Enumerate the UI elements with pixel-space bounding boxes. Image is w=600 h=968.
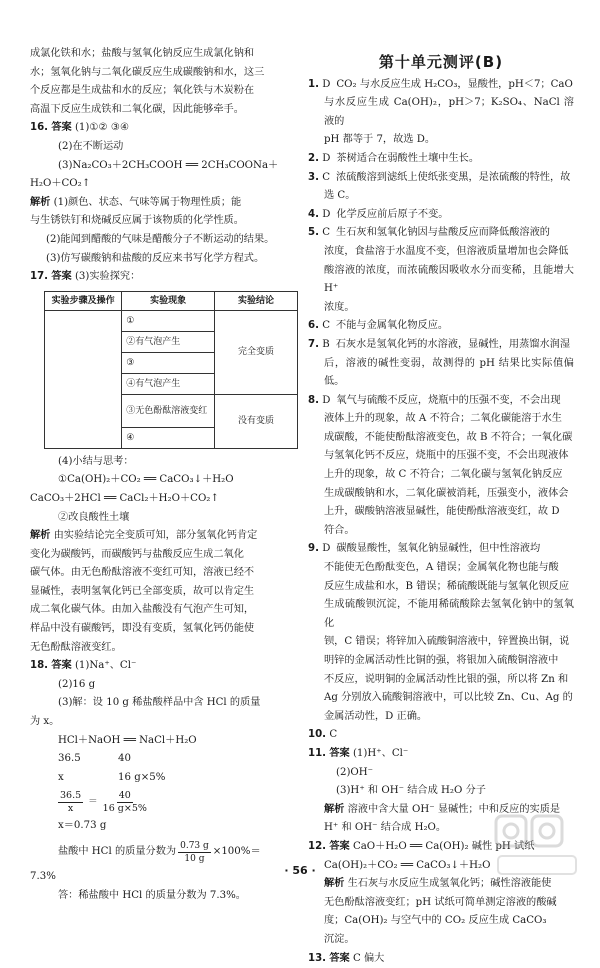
q13-answer-text: C 偏大 <box>353 953 384 964</box>
q12-exp-1: 生石灰与水反应生成氢氧化钙；碱性溶液能使 <box>348 878 552 889</box>
answer-item-8 <box>308 392 574 411</box>
intro-line-2: 水；氢氧化钠与二氧化碳反应生成碳酸钠和水，这三 <box>30 64 298 83</box>
q18-mf-num: 0.73 g <box>178 840 211 853</box>
q18-mass-2b: 16 g×5% <box>118 772 165 783</box>
q18-mass-1a: 36.5 <box>58 750 118 769</box>
answer-item-line: Ag 分别放入硫酸铜溶液中，可以比较 Zn、Cu、Ag 的 <box>308 689 574 708</box>
answer-item-5 <box>308 224 574 243</box>
watermark-logo-icon <box>492 810 582 882</box>
q16-explanation-label: 解析 <box>30 197 50 208</box>
answer-item-line: 液体上升的现象，故 A 不符合；二氧化碳能溶于水生 <box>308 410 574 429</box>
item-key: D <box>322 395 330 406</box>
item-number: 6. <box>308 320 319 331</box>
section-title: 第十单元测评(B) <box>308 53 574 72</box>
q18-x-result: x＝0.73 g <box>30 817 298 836</box>
intro-line-4: 高温下反应生成铁和二氧化碳，因此能够牵手。 <box>30 101 298 120</box>
q11-number: 11. <box>308 748 326 759</box>
q17-equation-1: ①Ca(OH)₂＋CO₂ ══ CaCO₃↓＋H₂O <box>30 471 298 490</box>
answer-item-line: 酸溶液的浓度，而浓硫酸因吸收水分而变稀，且能增大 H⁺ <box>308 262 574 299</box>
q18-line-2: (2)16 g <box>30 676 298 695</box>
answer-item-line: 与氢氧化钙不反应，烧瓶中的压强不变，不会出现液体 <box>308 447 574 466</box>
answer-item-line: 后，溶液的碱性变弱，故测得的 pH 结果比实际值偏低。 <box>308 355 574 392</box>
q17-explanation-label: 解析 <box>30 530 50 541</box>
q17-line-5: ②改良酸性土壤 <box>30 509 298 528</box>
answer-item-line: 生成碳酸钠和水，二氧化碳被消耗，压强变小，液体会 <box>308 485 574 504</box>
q11-explanation-label: 解析 <box>324 804 344 815</box>
table-cell-conclusion-2: 没有变质 <box>214 394 297 448</box>
q10-answer <box>308 726 574 745</box>
q18-equation: HCl＋NaOH ══ NaCl＋H₂O <box>30 732 298 751</box>
answer-item-line: 与水反应生成 Ca(OH)₂，pH＞7；K₂SO₄、NaCl 溶液的 <box>308 94 574 131</box>
q12-line-2: Ca(OH)₂＋CO₂ ══ CaCO₃↓＋H₂O <box>308 857 574 876</box>
table-cell-phenomenon: ③ <box>122 352 215 373</box>
q18-mass-fraction <box>30 836 298 868</box>
q17-exp-5: 成二氧化碳气体。由加入盐酸没有气泡产生可知， <box>30 601 298 620</box>
q12-number: 12. <box>308 841 326 852</box>
answer-item-line: 反应生成盐和水，B 错误；稀硫酸既能与氢氧化钡反应 <box>308 578 574 597</box>
intro-line-3: 个反应都是生成盐和水的反应；氧化铁与木炭粉在 <box>30 82 298 101</box>
q18-mass-row-1 <box>30 750 298 769</box>
q18-final: 答：稀盐酸中 HCl 的质量分数为 7.3%。 <box>30 887 298 906</box>
q16-line-4: H₂O＋CO₂↑ <box>30 175 298 194</box>
item-key: C <box>322 227 330 238</box>
q16-line-3: (3)Na₂CO₃＋2CH₃COOH ══ 2CH₃COONa＋ <box>30 157 298 176</box>
q17-exp-4: 显碱性，表明氢氧化钙已全部变质，故可以肯定生 <box>30 583 298 602</box>
table-cell-phenomenon: ① <box>122 310 215 331</box>
q18-mf-post: ×100%＝ <box>213 843 261 862</box>
q18-mf-result: 7.3% <box>30 868 298 887</box>
intro-line-1: 成氯化铁和水；盐酸与氢氧化钠反应生成氯化钠和 <box>30 45 298 64</box>
q17-exp-6: 样品中没有碳酸钙，即没有变质，氢氧化钙仍能使 <box>30 620 298 639</box>
item-number: 8. <box>308 395 319 406</box>
table-cell-conclusion-1: 完全变质 <box>214 310 297 394</box>
q17-explanation <box>30 527 298 546</box>
answer-item-line: 金属活动性，D 正确。 <box>308 708 574 727</box>
answer-item-line: 不能使无色酚酞变色，A 错误；金属氧化物也能与酸 <box>308 559 574 578</box>
q16-answer <box>30 119 298 138</box>
answer-item-4 <box>308 206 574 225</box>
q18-mf-pre: 盐酸中 HCl 的质量分数为 <box>58 843 176 862</box>
q17-equation-2: CaCO₃＋2HCl ══ CaCl₂＋H₂O＋CO₂↑ <box>30 490 298 509</box>
item-number: 2. <box>308 153 319 164</box>
item-text: 浓硫酸溶到滤纸上使纸张变黑，是浓硫酸的特性，故 <box>336 172 570 183</box>
q17-answer-label: 答案 <box>51 271 71 282</box>
table-cell-phenomenon: ④有气泡产生 <box>122 373 215 394</box>
q16-exp-2: 与生锈铁钉和烧碱反应属于该物质的化学性质。 <box>30 212 298 231</box>
item-number: 1. <box>308 79 319 90</box>
answer-item-line: 不反应，说明铜的金属活动性比银的强，所以将 Zn 和 <box>308 671 574 690</box>
answer-item-9 <box>308 540 574 559</box>
q18-fraction-1 <box>58 790 83 815</box>
q17-answer <box>30 268 298 287</box>
item-text: 石灰水是氢氧化钙的水溶液，显碱性，用蒸馏水润湿 <box>336 339 570 350</box>
answer-item-line: 符合。 <box>308 522 574 541</box>
answer-item-line: 成碳酸，不能使酚酞溶液变色，故 B 不符合；一氧化碳 <box>308 429 574 448</box>
q16-exp-3: (2)能闻到醋酸的气味是醋酸分子不断运动的结果。 <box>30 231 298 250</box>
q13-answer-label: 答案 <box>329 953 349 964</box>
q11-exp-1: 溶液中含大量 OH⁻ 显碱性；中和反应的实质是 <box>348 804 560 815</box>
q17-line-4: (4)小结与思考： <box>30 453 298 472</box>
q18-answer-label: 答案 <box>51 660 71 671</box>
item-key: B <box>322 339 330 350</box>
q12-explanation-label: 解析 <box>324 878 344 889</box>
q18-mass-1b: 40 <box>118 753 131 764</box>
item-number: 5. <box>308 227 319 238</box>
item-number: 4. <box>308 209 319 220</box>
q16-explanation <box>30 194 298 213</box>
q18-fraction-2-den: 16 g×5% <box>103 803 147 815</box>
q17-exp-3: 碳气体。由无色酚酞溶液不变红可知，溶液已经不 <box>30 564 298 583</box>
q18-line-4: 为 x。 <box>30 713 298 732</box>
q18-line-3: (3)解：设 10 g 稀盐酸样品中含 HCl 的质量 <box>30 694 298 713</box>
item-text: 氧气与硫酸不反应，烧瓶中的压强不变，不会出现 <box>336 395 560 406</box>
q16-answer-label: 答案 <box>51 122 71 133</box>
q17-number: 17. <box>30 271 48 282</box>
q11-answer-label: 答案 <box>329 748 349 759</box>
answer-item-7 <box>308 336 574 355</box>
table-cell-steps <box>45 310 122 448</box>
item-key: C <box>322 172 330 183</box>
item-text: CO₂ 与水反应生成 H₂CO₃，显酸性，pH＜7；CaO <box>336 79 572 90</box>
answer-item-line: 浓度，食盐溶于水温度不变，但溶液质量增加也会降低 <box>308 243 574 262</box>
q17-exp-2: 变化为碳酸钙，而碳酸钙与盐酸反应生成二氧化 <box>30 546 298 565</box>
item-number: 3. <box>308 172 319 183</box>
table-cell-phenomenon: ④ <box>122 427 215 448</box>
answer-item-line: 明锌的金属活动性比铜的强，将银加入硫酸铜溶液中 <box>308 652 574 671</box>
q16-answer-text: (1)①② ③④ <box>75 122 129 133</box>
item-text: 不能与金属氧化物反应。 <box>336 320 448 331</box>
q18-mass-2a: x <box>58 769 118 788</box>
q12-exp-3: 度；Ca(OH)₂ 与空气中的 CO₂ 反应生成 CaCO₃ <box>308 912 574 931</box>
q18-fraction-2 <box>103 790 147 815</box>
answer-items <box>308 76 574 727</box>
item-key: D <box>322 543 330 554</box>
q13-answer <box>308 950 574 968</box>
answer-item-line: 浓度。 <box>308 299 574 318</box>
table-cell-phenomenon: ③无色酚酞溶液变红 <box>122 394 215 427</box>
table-header-steps: 实验步骤及操作 <box>45 291 122 310</box>
table-header-conclusion: 实验结论 <box>214 291 297 310</box>
q18-mf-fraction <box>178 840 211 865</box>
answer-item-1 <box>308 76 574 95</box>
item-text: 茶树适合在弱酸性土壤中生长。 <box>336 153 479 164</box>
q10-key: C <box>329 729 337 740</box>
q18-answer <box>30 657 298 676</box>
item-text: 化学反应前后原子不变。 <box>336 209 448 220</box>
q13-number: 13. <box>308 953 326 964</box>
item-text: 生石灰和氢氧化钠因与盐酸反应而降低酸溶液的 <box>336 227 550 238</box>
q18-number: 18. <box>30 660 48 671</box>
answer-item-line: 选 C。 <box>308 187 574 206</box>
q18-mf-den: 10 g <box>184 853 204 865</box>
experiment-table <box>44 291 298 449</box>
q12-answer-text: CaO＋H₂O ══ Ca(OH)₂ 碱性 pH 试纸 <box>353 841 534 852</box>
item-number: 7. <box>308 339 319 350</box>
answer-item-line: 上升，碳酸钠溶液显碱性，能使酚酞溶液变红，故 D <box>308 503 574 522</box>
q18-fraction-1-den: x <box>68 803 73 815</box>
table-row <box>45 310 298 331</box>
page-number: · 56 · <box>270 864 330 877</box>
item-key: D <box>322 79 330 90</box>
answer-item-line: pH 都等于 7，故选 D。 <box>308 131 574 150</box>
q18-fraction-2-num: 40 <box>117 790 133 803</box>
table-header-row <box>45 291 298 310</box>
q16-number: 16. <box>30 122 48 133</box>
answer-item-line: 钡，C 错误；将锌加入硫酸铜溶液中，锌置换出铜，说 <box>308 633 574 652</box>
answer-item-6 <box>308 317 574 336</box>
left-column <box>30 45 298 905</box>
q11-answer-text: (1)H⁺、Cl⁻ <box>353 748 408 759</box>
q12-exp-4: 沉淀。 <box>308 931 574 950</box>
q17-exp-7: 无色酚酞溶液变红。 <box>30 639 298 658</box>
answer-item-2 <box>308 150 574 169</box>
q11-line-3: (3)H⁺ 和 OH⁻ 结合成 H₂O 分子 <box>308 782 574 801</box>
answer-item-3 <box>308 169 574 188</box>
q18-fraction-1-num: 36.5 <box>58 790 83 803</box>
table-header-phenomenon: 实验现象 <box>122 291 215 310</box>
q12-answer-label: 答案 <box>329 841 349 852</box>
q16-line-2: (2)在不断运动 <box>30 138 298 157</box>
answer-item-line: 生成硫酸钡沉淀，不能用稀硫酸除去氢氧化钠中的氢氧化 <box>308 596 574 633</box>
q16-exp-1: (1)颜色、状态、气味等属于物理性质；能 <box>54 197 242 208</box>
q18-answer-text: (1)Na⁺、Cl⁻ <box>75 660 136 671</box>
item-text: 碳酸显酸性，氢氧化钠显碱性，但中性溶液均 <box>336 543 540 554</box>
q17-exp-1: 由实验结论完全变质可知，部分氢氧化钙肯定 <box>54 530 258 541</box>
q11-line-2: (2)OH⁻ <box>308 764 574 783</box>
q11-answer <box>308 745 574 764</box>
table-cell-phenomenon: ②有气泡产生 <box>122 331 215 352</box>
item-key: C <box>322 320 330 331</box>
q17-answer-text: (3)实验探究： <box>75 271 140 282</box>
q18-mass-row-2 <box>30 769 298 788</box>
q11-exp-2: H⁺ 和 OH⁻ 结合成 H₂O。 <box>308 819 574 838</box>
q18-proportion: $\frac{36.5}{x}$ ＝ $\frac{40}{16 g\times 5\%}$ <box>30 787 298 817</box>
q12-exp-2: 无色酚酞溶液变红；pH 试纸可简单测定溶液的酸碱 <box>308 894 574 913</box>
q16-exp-4: (3)仿写碳酸钠和盐酸的反应来书写化学方程式。 <box>30 250 298 269</box>
answer-item-line: 上升的现象，故 C 不符合；二氧化碳与氢氧化钠反应 <box>308 466 574 485</box>
q10-number: 10. <box>308 729 326 740</box>
item-key: D <box>322 153 330 164</box>
item-key: D <box>322 209 330 220</box>
item-number: 9. <box>308 543 319 554</box>
